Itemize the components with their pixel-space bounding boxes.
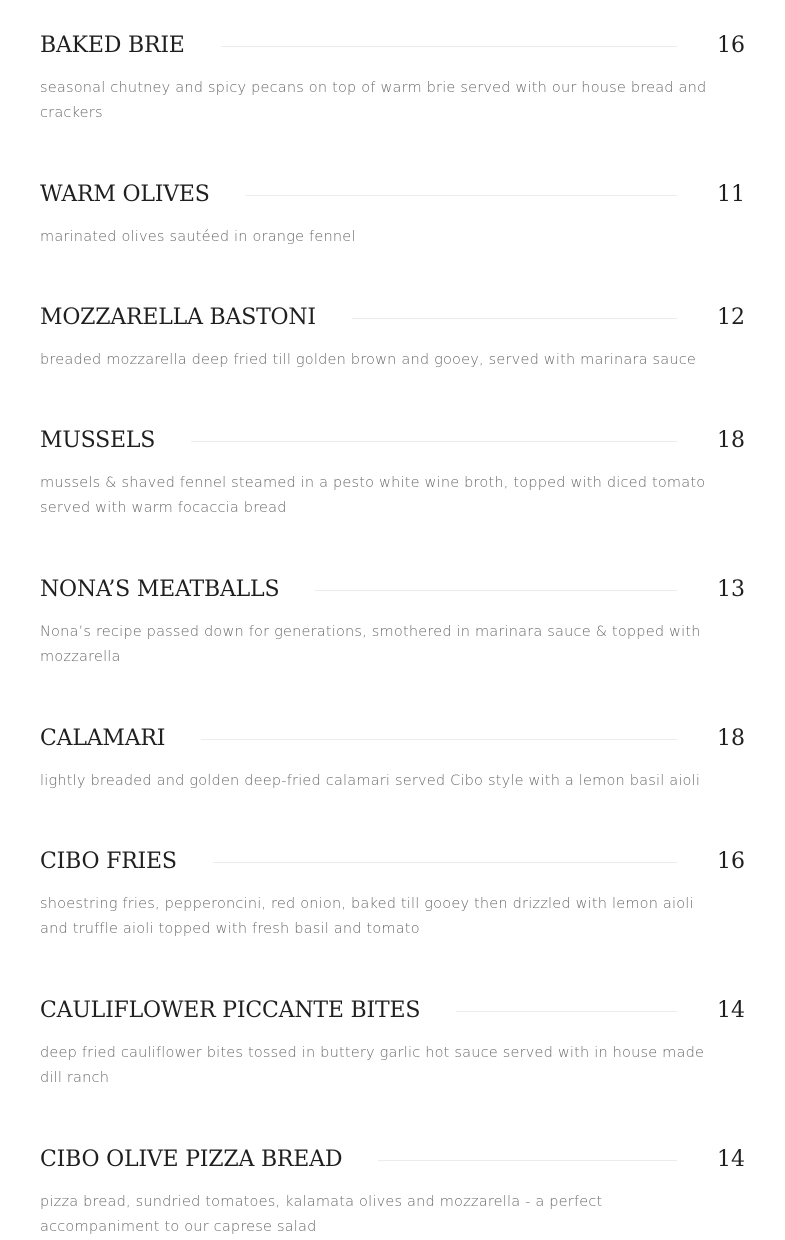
menu-item-header xyxy=(40,425,745,457)
menu-item-header xyxy=(40,574,745,606)
menu-item-calamari xyxy=(40,723,745,794)
spacer xyxy=(40,521,745,574)
dotted-leader xyxy=(221,46,677,47)
menu-item-price: 18 xyxy=(717,726,745,751)
menu-item-description: marinated olives sautéed in orange fennel xyxy=(40,229,356,245)
menu-item-name: BAKED BRIE xyxy=(40,33,185,58)
menu-item-price: 12 xyxy=(717,305,745,330)
menu-item-nonas-meatballs xyxy=(40,574,745,670)
spacer xyxy=(40,670,745,723)
menu-item-name: NONA’S MEATBALLS xyxy=(40,577,280,602)
menu-item-price: 14 xyxy=(717,1147,745,1172)
menu-item-price: 13 xyxy=(717,577,745,602)
menu-item-description: pizza bread, sundried tomatoes, kalamata olives and mozzarella - a perfect accompaniment to our caprese salad xyxy=(40,1194,603,1235)
dotted-leader xyxy=(201,739,677,740)
menu-item-mozzarella-bastoni xyxy=(40,302,745,373)
menu-item-cibo-fries xyxy=(40,846,745,942)
menu-item-description: mussels & shaved fennel steamed in a pesto white wine broth, topped with diced tomato served with warm focaccia bread xyxy=(40,475,706,516)
menu-item-header xyxy=(40,1144,745,1176)
dotted-leader xyxy=(246,195,677,196)
dotted-leader xyxy=(213,862,677,863)
appetizer-menu xyxy=(40,30,745,1240)
menu-item-warm-olives xyxy=(40,179,745,250)
dotted-leader xyxy=(352,318,677,319)
menu-item-name: CAULIFLOWER PICCANTE BITES xyxy=(40,998,421,1023)
spacer xyxy=(40,250,745,302)
spacer xyxy=(40,373,745,425)
menu-item-description: deep fried cauliflower bites tossed in buttery garlic hot sauce served with in house made dill ranch xyxy=(40,1045,705,1086)
menu-item-name: CALAMARI xyxy=(40,726,166,751)
spacer xyxy=(40,942,745,995)
menu-item-description: seasonal chutney and spicy pecans on top of warm brie served with our house bread and crackers xyxy=(40,80,707,121)
menu-item-description: Nona’s recipe passed down for generations, smothered in marinara sauce & topped with mozzarella xyxy=(40,624,701,665)
dotted-leader xyxy=(315,590,677,591)
menu-item-price: 14 xyxy=(717,998,745,1023)
menu-item-mussels xyxy=(40,425,745,521)
menu-item-header xyxy=(40,995,745,1027)
menu-item-name: WARM OLIVES xyxy=(40,182,210,207)
menu-item-description: breaded mozzarella deep fried till golden brown and gooey, served with marinara sauce xyxy=(40,352,697,368)
menu-item-price: 18 xyxy=(717,428,745,453)
dotted-leader xyxy=(456,1011,677,1012)
menu-item-price: 16 xyxy=(717,33,745,58)
menu-item-cibo-olive-pizza-bread xyxy=(40,1144,745,1240)
menu-item-name: CIBO OLIVE PIZZA BREAD xyxy=(40,1147,343,1172)
spacer xyxy=(40,1091,745,1144)
menu-item-name: MOZZARELLA BASTONI xyxy=(40,305,316,330)
menu-item-cauliflower-piccante-bites xyxy=(40,995,745,1091)
menu-item-header xyxy=(40,846,745,878)
menu-item-name: CIBO FRIES xyxy=(40,849,177,874)
menu-item-description: lightly breaded and golden deep-fried calamari served Cibo style with a lemon basil aioli xyxy=(40,773,701,789)
spacer xyxy=(40,126,745,179)
dotted-leader xyxy=(378,1160,677,1161)
spacer xyxy=(40,794,745,846)
menu-item-header xyxy=(40,30,745,62)
menu-item-price: 11 xyxy=(717,182,745,207)
menu-item-header xyxy=(40,302,745,334)
menu-item-description: shoestring fries, pepperoncini, red onion, baked till gooey then drizzled with lemon aioli and truffle aioli topped with fresh basil and tomato xyxy=(40,896,694,937)
menu-item-price: 16 xyxy=(717,849,745,874)
menu-item-header xyxy=(40,179,745,211)
menu-item-name: MUSSELS xyxy=(40,428,156,453)
dotted-leader xyxy=(191,441,677,442)
menu-item-header xyxy=(40,723,745,755)
menu-item-baked-brie xyxy=(40,30,745,126)
